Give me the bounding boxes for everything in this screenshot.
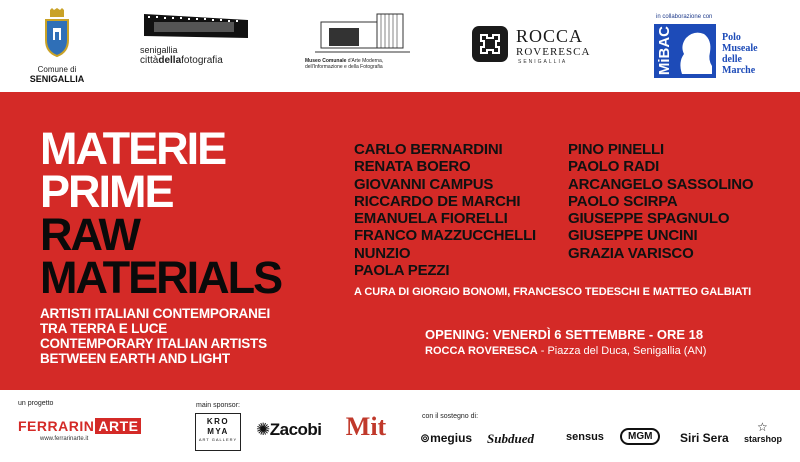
sensus-logo: sensus xyxy=(566,431,604,443)
artists-column-1 xyxy=(354,141,536,279)
museum-building-icon xyxy=(315,10,410,58)
artist-name: EMANUELA FIORELLI xyxy=(354,210,508,228)
rocca-city: SENIGALLIA xyxy=(518,59,568,65)
title-line-raw: RAW xyxy=(40,209,139,260)
subdued-logo: Subdued xyxy=(487,431,534,446)
logo-bar xyxy=(0,0,800,92)
title-line-prime: PRIME xyxy=(40,166,173,217)
mit-logo: Mit xyxy=(345,412,387,441)
siri-sera-logo: Siri Sera xyxy=(680,431,729,445)
megius-logo: ⊚megius xyxy=(420,431,473,445)
artist-name: GRAZIA VARISCO xyxy=(568,244,694,262)
megius-dot-icon: ⊚ xyxy=(420,431,431,445)
coat-of-arms-icon xyxy=(43,8,71,58)
artist-name: RENATA BOERO xyxy=(354,158,471,176)
artist-name: FRANCO MAZZUCCHELLI xyxy=(354,227,537,245)
ferrarin-url: www.ferrarinarte.it xyxy=(40,436,89,442)
subtitle-en-1: CONTEMPORARY ITALIAN ARTISTS xyxy=(40,336,267,351)
artist-name: PAOLO SCIRPA xyxy=(568,192,678,210)
mibac-polo-museale-logo xyxy=(654,14,784,84)
rocca-emblem-icon xyxy=(472,26,508,62)
main-sponsor-label: main sponsor: xyxy=(196,402,240,409)
support-label: con il sostegno di: xyxy=(422,413,479,420)
citta-fotografia-words: cittàdellafotografia xyxy=(140,55,223,66)
museo-description: Museo Comunale d'Arte Moderna, dell'Informazione e della Fotografia xyxy=(305,58,384,70)
artist-name: GIOVANNI CAMPUS xyxy=(354,175,494,193)
project-label: un progetto xyxy=(18,400,54,407)
title-line-materie: MATERIE xyxy=(40,123,226,174)
senigallia-word: senigallia xyxy=(140,45,178,55)
kromya-logo: KRO MYA ART GALLERY xyxy=(195,413,241,451)
rocca-word: ROCCA xyxy=(516,26,584,46)
opening-date: OPENING: VENERDÌ 6 SETTEMBRE - ORE 18 xyxy=(425,327,704,342)
artist-name: CARLO BERNARDINI xyxy=(354,141,503,158)
zacobi-logo: ✺Zacobi xyxy=(256,420,322,439)
curators-line: A CURA DI GIORGIO BONOMI, FRANCESCO TEDESCHI E MATTEO GALBIATI xyxy=(354,286,752,298)
sculpture-head-icon xyxy=(654,24,716,78)
title-line-materials: MATERIALS xyxy=(40,252,282,303)
zacobi-swirl-icon: ✺ xyxy=(256,420,270,439)
photo-strip-icon xyxy=(140,14,250,40)
roveresca-word: ROVERESCA xyxy=(516,46,591,58)
mibac-mark: MiBAC xyxy=(654,24,716,78)
starshop-logo: starshop xyxy=(744,434,783,444)
artist-name: RICCARDO DE MARCHI xyxy=(354,192,521,210)
artist-name: NUNZIO xyxy=(354,244,411,262)
comune-name: SENIGALLIA xyxy=(29,74,85,84)
rocca-roveresca-logo xyxy=(472,26,602,66)
artists-column-2 xyxy=(568,141,753,262)
comune-senigallia-logo xyxy=(22,8,92,84)
mgm-logo: MGM xyxy=(620,428,660,445)
artist-name: ARCANGELO SASSOLINO xyxy=(568,175,754,193)
venue-line: ROCCA ROVERESCA - Piazza del Duca, Senigallia (AN) xyxy=(425,345,707,357)
artist-name: GIUSEPPE SPAGNULO xyxy=(568,210,730,228)
artist-name: PAOLA PEZZI xyxy=(354,262,450,280)
museo-comunale-logo xyxy=(303,10,423,70)
artist-name: PINO PINELLI xyxy=(568,141,664,158)
artist-name: PAOLO RADI xyxy=(568,158,660,176)
subtitle-it-1: ARTISTI ITALIANI CONTEMPORANEI xyxy=(40,306,270,321)
artist-name: GIUSEPPE UNCINI xyxy=(568,227,698,245)
collaboration-label: in collaborazione con xyxy=(656,14,713,20)
ferrarin-arte-logo: FERRARIN ARTE xyxy=(18,418,141,434)
star-icon: ☆ xyxy=(757,420,768,434)
subtitle-en-2: BETWEEN EARTH AND LIGHT xyxy=(40,351,230,366)
subtitle-it-2: TRA TERRA E LUCE xyxy=(40,321,168,336)
comune-label: Comune di xyxy=(37,65,77,74)
polo-museale-text: Polo Museale delle Marche xyxy=(722,32,758,76)
senigallia-citta-fotografia-logo xyxy=(140,14,255,67)
